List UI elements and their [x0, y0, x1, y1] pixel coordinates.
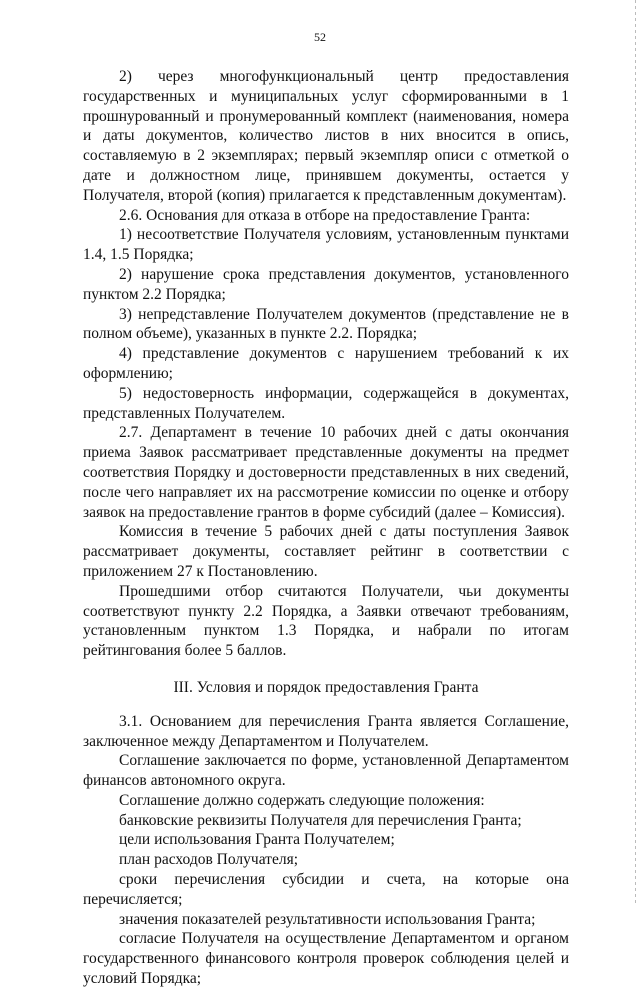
list-item-audit-consent: согласие Получателя на осуществление Департаментом и органом государственного финансового контроля проверок соблюдения целей и условий Порядка; [83, 930, 569, 988]
list-item-refusal-5: 5) недостоверность информации, содержащейся в документах, представленных Получателем. [83, 384, 569, 422]
paragraph-refusal-grounds: 2.6. Основания для отказа в отборе на предоставление Гранта: [119, 206, 531, 224]
paragraph-commission-rating: Комиссия в течение 5 рабочих дней с даты поступления Заявок рассматривает документы, составляет рейтинг в соответствии с приложением 27 к Постановлению. [83, 523, 569, 580]
list-item-transfer-terms: сроки перечисления субсидии и счета, на которые она перечисляется; [83, 871, 569, 908]
page-number: 52 [314, 30, 326, 44]
list-item-refusal-2: 2) нарушение срока представления документов, установленного пунктом 2.2 Порядка; [83, 265, 569, 303]
list-item-grant-purpose: цели использования Гранта Получателем; [119, 831, 395, 849]
paragraph-department-review: 2.7. Департамент в течение 10 рабочих дней с даты окончания приема Заявок рассматривает представленные документы на предмет соответствия Порядку и достоверности представленных в них сведений, после чего направляет их на рассмотрение комиссии по оценке и отбору заявок на предоставление грантов в форме субсидий (далее – Комиссия). [83, 424, 569, 521]
paragraph-selection-passed: Прошедшими отбор считаются Получатели, чьи документы соответствуют пункту 2.2 Порядка, а Заявки отвечают требованиям, установленным пунктом 1.3 Порядка, и набрали по итогам рейтингования более 5 баллов. [83, 582, 569, 660]
document-body [83, 67, 569, 989]
list-item-bank-details: банковские реквизиты Получателя для перечисления Гранта; [119, 811, 522, 829]
paragraph-agreement-contents: Соглашение должно содержать следующие положения: [119, 791, 485, 809]
list-item-refusal-3: 3) непредставление Получателем документов (представление не в полном объеме), указанных в пункте 2.2. Порядка; [83, 305, 569, 343]
list-item-expense-plan: план расходов Получателя; [119, 851, 298, 869]
list-item-refusal-1: 1) несоответствие Получателя условиям, установленным пунктами 1.4, 1.5 Порядка; [83, 226, 569, 264]
paragraph-agreement-form: Соглашение заключается по форме, установленной Департаментом финансов автономного округа. [83, 752, 569, 790]
paragraph-grant-basis: 3.1. Основанием для перечисления Гранта является Соглашение, заключенное между Департаментом и Получателем. [83, 712, 569, 750]
section-heading: III. Условия и порядок предоставления Гранта [173, 678, 479, 696]
list-item-performance-indicators: значения показателей результативности использования Гранта; [119, 910, 536, 928]
list-item-refusal-4: 4) представление документов с нарушением требований к их оформлению; [83, 345, 569, 382]
scan-edge-line [635, 0, 636, 905]
paragraph-multifunctional-center: 2) через многофункциональный центр предоставления государственных и муниципальных услуг сформированными в 1 прошнурованный и пронумерованный комплект (наименования, номера и даты документов, количество листов в них вносится в опись, составляемую в 2 экземплярах; первый экземпляр описи с отметкой о дате и должностном лице, принявшем документы, остается у Получателя, второй (копия) прилагается к представленным документам). [83, 68, 569, 204]
